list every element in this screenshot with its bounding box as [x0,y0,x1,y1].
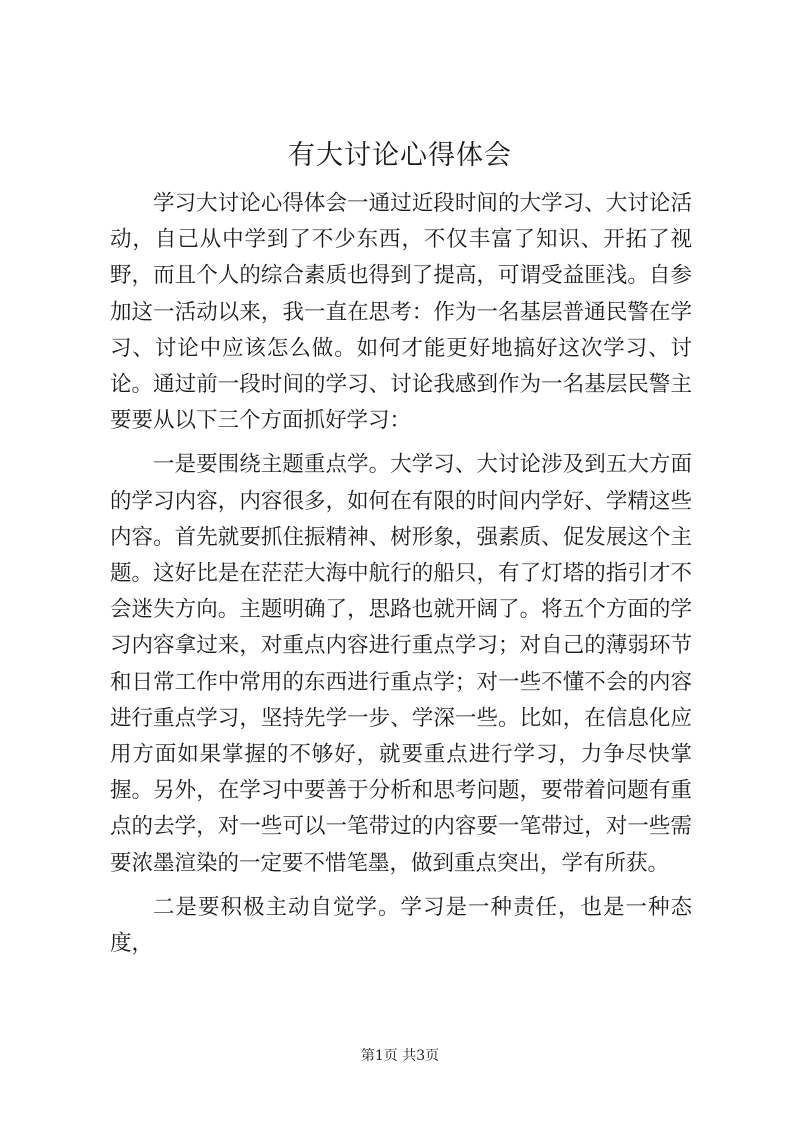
paragraph-intro: 学习大讨论心得体会一通过近段时间的大学习、大讨论活动，自己从中学到了不少东西，不仅丰富了知识、开拓了视野，而且个人的综合素质也得到了提高，可谓受益匪浅。自参加这一活动以来，我一直在思考：作为一名基层普通民警在学习、讨论中应该怎么做。如何才能更好地搞好这次学习、讨论。通过前一段时间的学习、讨论我感到作为一名基层民警主要要从以下三个方面抓好学习： [110,191,692,434]
document-body [110,186,692,962]
paragraph-point-two: 二是要积极主动自觉学。学习是一种责任，也是一种态度， [110,894,692,957]
page-footer: 第1页 共3页 [360,1048,440,1064]
document-title: 有大讨论心得体会 [288,140,512,171]
paragraph-point-one: 一是要围绕主题重点学。大学习、大讨论涉及到五大方面的学习内容，内容很多，如何在有限的时间内学好、学精这些内容。首先就要抓住振精神、树形象，强素质、促发展这个主题。这好比是在茫茫大海中航行的船只，有了灯塔的指引才不会迷失方向。主题明确了，思路也就开阔了。将五个方面的学习内容拿过来，对重点内容进行重点学习；对自己的薄弱环节和日常工作中常用的东西进行重点学；对一些不懂不会的内容进行重点学习，坚持先学一步、学深一些。比如，在信息化应用方面如果掌握的不够好，就要重点进行学习，力争尽快掌握。另外，在学习中要善于分析和思考问题，要带着问题有重点的去学，对一些可以一笔带过的内容要一笔带过，对一些需要浓墨渲染的一定要不惜笔墨，做到重点突出，学有所获。 [110,452,692,876]
